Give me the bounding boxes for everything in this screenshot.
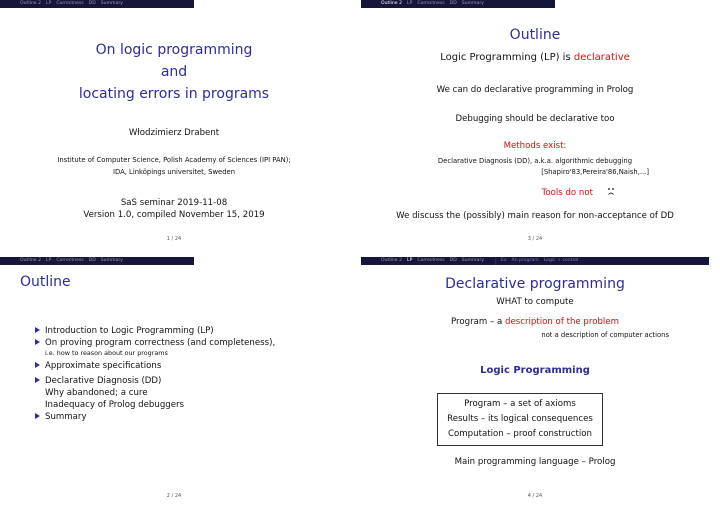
- version: Version 1.0, compiled November 15, 2019: [83, 210, 265, 220]
- outline-list: [35, 325, 275, 423]
- nav-dd[interactable]: DD: [449, 1, 457, 6]
- slide-3: [361, 0, 709, 247]
- lp-heading: Logic Programming: [480, 365, 590, 376]
- box-line: Computation – proof construction: [448, 429, 592, 439]
- page-number: 4 / 24: [527, 493, 543, 499]
- slide-2: [0, 257, 348, 504]
- nav-summary[interactable]: Summary: [461, 1, 484, 6]
- bullet-icon: [35, 339, 40, 345]
- slide-navbar: [361, 0, 555, 8]
- slide-navbar: [0, 0, 194, 8]
- slide-1: [0, 0, 348, 247]
- box-line: Results – its logical consequences: [447, 414, 593, 424]
- nav-correctness[interactable]: Correctness: [417, 1, 445, 6]
- author: Włodzimierz Drabent: [128, 128, 220, 138]
- nav-outline[interactable]: Outline 2: [20, 1, 42, 6]
- frame-title: Outline: [509, 27, 561, 43]
- nav-separator: [495, 257, 496, 265]
- nav-lp[interactable]: LP: [407, 1, 413, 6]
- page-number: 2 / 24: [166, 493, 182, 499]
- nav-dd[interactable]: DD: [88, 1, 96, 6]
- page-number: 3 / 24: [527, 236, 543, 242]
- main-language-line: Main programming language – Prolog: [454, 457, 616, 467]
- bullet-icon: [35, 362, 40, 368]
- nav-summary[interactable]: Summary: [100, 1, 123, 6]
- lp-declarative-line: [361, 52, 709, 63]
- nav-sub-program[interactable]: An program: [511, 258, 539, 263]
- nav-sub-ex[interactable]: Ex: [500, 258, 507, 263]
- nav-lp[interactable]: LP: [46, 258, 52, 263]
- nav-lp[interactable]: LP: [407, 258, 413, 263]
- nav-correctness[interactable]: Correctness: [417, 258, 445, 263]
- list-item-continuation: Inadequacy of Prolog debuggers: [45, 400, 185, 410]
- list-item-text: Introduction to Logic Programming (LP): [45, 326, 214, 336]
- title-line-2: and: [160, 64, 188, 80]
- slide-navbar: [0, 257, 194, 265]
- methods-exist: Methods exist:: [503, 141, 567, 151]
- declarative-highlight: declarative: [573, 52, 630, 63]
- bullet-icon: [35, 377, 40, 383]
- title-line-1: On logic programming: [95, 42, 253, 58]
- description-highlight: description of the problem: [505, 317, 619, 327]
- frown-icon: [606, 186, 616, 196]
- list-item-continuation: Why abandoned; a cure: [45, 388, 148, 398]
- what-to-compute: WHAT to compute: [496, 297, 574, 307]
- lp-prefix: Logic Programming (LP) is: [440, 52, 574, 63]
- nav-sub-logic-control[interactable]: Logic + control: [543, 258, 579, 263]
- program-prefix: Program – a: [451, 317, 506, 327]
- list-item-subtext: i.e. how to reason about our programs: [45, 349, 168, 357]
- list-item-text: On proving program correctness (and completeness),: [45, 338, 276, 348]
- list-item-text: Approximate specifications: [45, 361, 162, 371]
- list-item: [35, 337, 275, 358]
- nav-outline[interactable]: Outline 2: [20, 258, 42, 263]
- discuss-line: We discuss the (possibly) main reason for non-acceptance of DD: [396, 211, 674, 221]
- nav-outline[interactable]: Outline 2: [381, 1, 403, 6]
- list-item: [35, 325, 275, 337]
- bullet-icon: [35, 327, 40, 333]
- slide-4: [361, 257, 709, 504]
- page-number: 1 / 24: [166, 236, 182, 242]
- nav-dd[interactable]: DD: [449, 258, 457, 263]
- list-item-text: Summary: [45, 412, 87, 422]
- list-item: [35, 360, 275, 372]
- box-line: Program – a set of axioms: [464, 399, 576, 409]
- nav-lp[interactable]: LP: [46, 1, 52, 6]
- frame-title: Declarative programming: [445, 276, 625, 292]
- program-description-line: [361, 317, 709, 327]
- tools-do-not: Tools do not: [541, 188, 593, 198]
- affiliation-2: IDA, Linköpings universitet, Sweden: [112, 168, 236, 176]
- list-item: [35, 411, 275, 423]
- dd-line: Declarative Diagnosis (DD), a.k.a. algorithmic debugging: [437, 157, 633, 165]
- list-item: [35, 375, 275, 411]
- slide-navbar: [361, 257, 709, 265]
- nav-correctness[interactable]: Correctness: [56, 1, 84, 6]
- frame-title: Outline: [20, 274, 71, 290]
- declarative-prolog-line: We can do declarative programming in Prolog: [436, 85, 634, 95]
- lp-definition-box: [437, 393, 603, 446]
- list-item-text: Declarative Diagnosis (DD): [45, 376, 162, 386]
- nav-summary[interactable]: Summary: [100, 258, 123, 263]
- event: SaS seminar 2019-11-08: [120, 198, 228, 208]
- title-line-3: locating errors in programs: [78, 86, 270, 102]
- bullet-icon: [35, 413, 40, 419]
- affiliation-1: Institute of Computer Science, Polish Academy of Sciences (IPI PAN);: [57, 156, 291, 164]
- nav-summary[interactable]: Summary: [461, 258, 484, 263]
- debugging-line: Debugging should be declarative too: [455, 114, 615, 124]
- nav-dd[interactable]: DD: [88, 258, 96, 263]
- nav-outline[interactable]: Outline 2: [381, 258, 403, 263]
- nav-correctness[interactable]: Correctness: [56, 258, 84, 263]
- not-description-note: not a description of computer actions: [541, 331, 669, 339]
- references: [Shapiro'83,Pereira'86,Naish,...]: [541, 168, 649, 176]
